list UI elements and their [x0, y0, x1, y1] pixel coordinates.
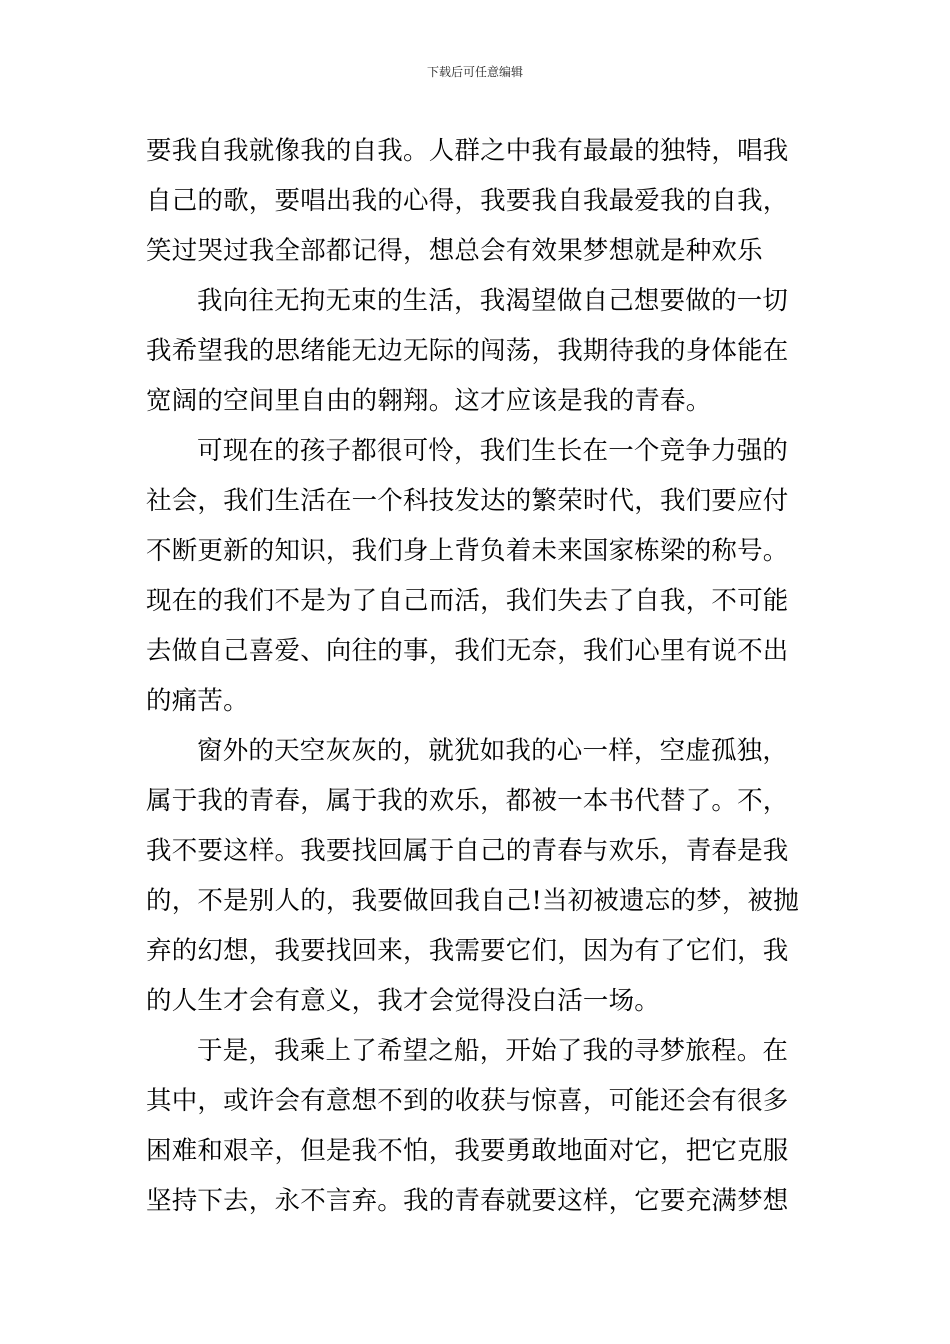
- text-line: 我希望我的思绪能无边无际的闯荡，我期待我的身体能在: [146, 336, 789, 366]
- paragraph-start-line: 窗外的天空灰灰的，就犹如我的心一样，空虚孤独，: [197, 736, 789, 766]
- page-header: 下载后可任意编辑: [426, 65, 523, 79]
- text-line: 属于我的青春，属于我的欢乐，都被一本书代替了。不，: [146, 786, 789, 816]
- paragraph-start-line: 于是，我乘上了希望之船，开始了我的寻梦旅程。在: [197, 1036, 789, 1066]
- text-line: 笑过哭过我全部都记得，想总会有效果梦想就是种欢乐: [146, 236, 763, 266]
- paragraph-start-line: 可现在的孩子都很可怜，我们生长在一个竞争力强的: [197, 436, 789, 466]
- text-line: 的痛苦。: [146, 686, 249, 716]
- text-line: 现在的我们不是为了自己而活，我们失去了自我，不可能: [146, 586, 789, 616]
- text-line: 要我自我就像我的自我。人群之中我有最最的独特，唱我: [146, 136, 789, 166]
- text-line: 其中，或许会有意想不到的收获与惊喜，可能还会有很多: [146, 1086, 789, 1116]
- text-line: 去做自己喜爱、向往的事，我们无奈，我们心里有说不出: [146, 636, 789, 666]
- text-line: 社会，我们生活在一个科技发达的繁荣时代，我们要应付: [146, 486, 789, 516]
- text-line: 宽阔的空间里自由的翱翔。这才应该是我的青春。: [146, 386, 712, 416]
- text-line: 不断更新的知识，我们身上背负着未来国家栋梁的称号。: [146, 536, 789, 566]
- paragraph-start-line: 我向往无拘无束的生活，我渴望做自己想要做的一切: [197, 286, 789, 316]
- text-line: 的，不是别人的，我要做回我自己!当初被遗忘的梦，被抛: [146, 886, 799, 916]
- text-line: 弃的幻想，我要找回来，我需要它们，因为有了它们，我: [146, 936, 789, 966]
- text-line: 自己的歌，要唱出我的心得，我要我自我最爱我的自我，: [146, 186, 789, 216]
- text-line: 坚持下去，永不言弃。我的青春就要这样，它要充满梦想: [146, 1186, 789, 1216]
- text-line: 的人生才会有意义，我才会觉得没白活一场。: [146, 986, 661, 1016]
- text-line: 困难和艰辛，但是我不怕，我要勇敢地面对它，把它克服: [146, 1136, 789, 1166]
- document-body: [146, 126, 806, 1226]
- text-line: 我不要这样。我要找回属于自己的青春与欢乐，青春是我: [146, 836, 789, 866]
